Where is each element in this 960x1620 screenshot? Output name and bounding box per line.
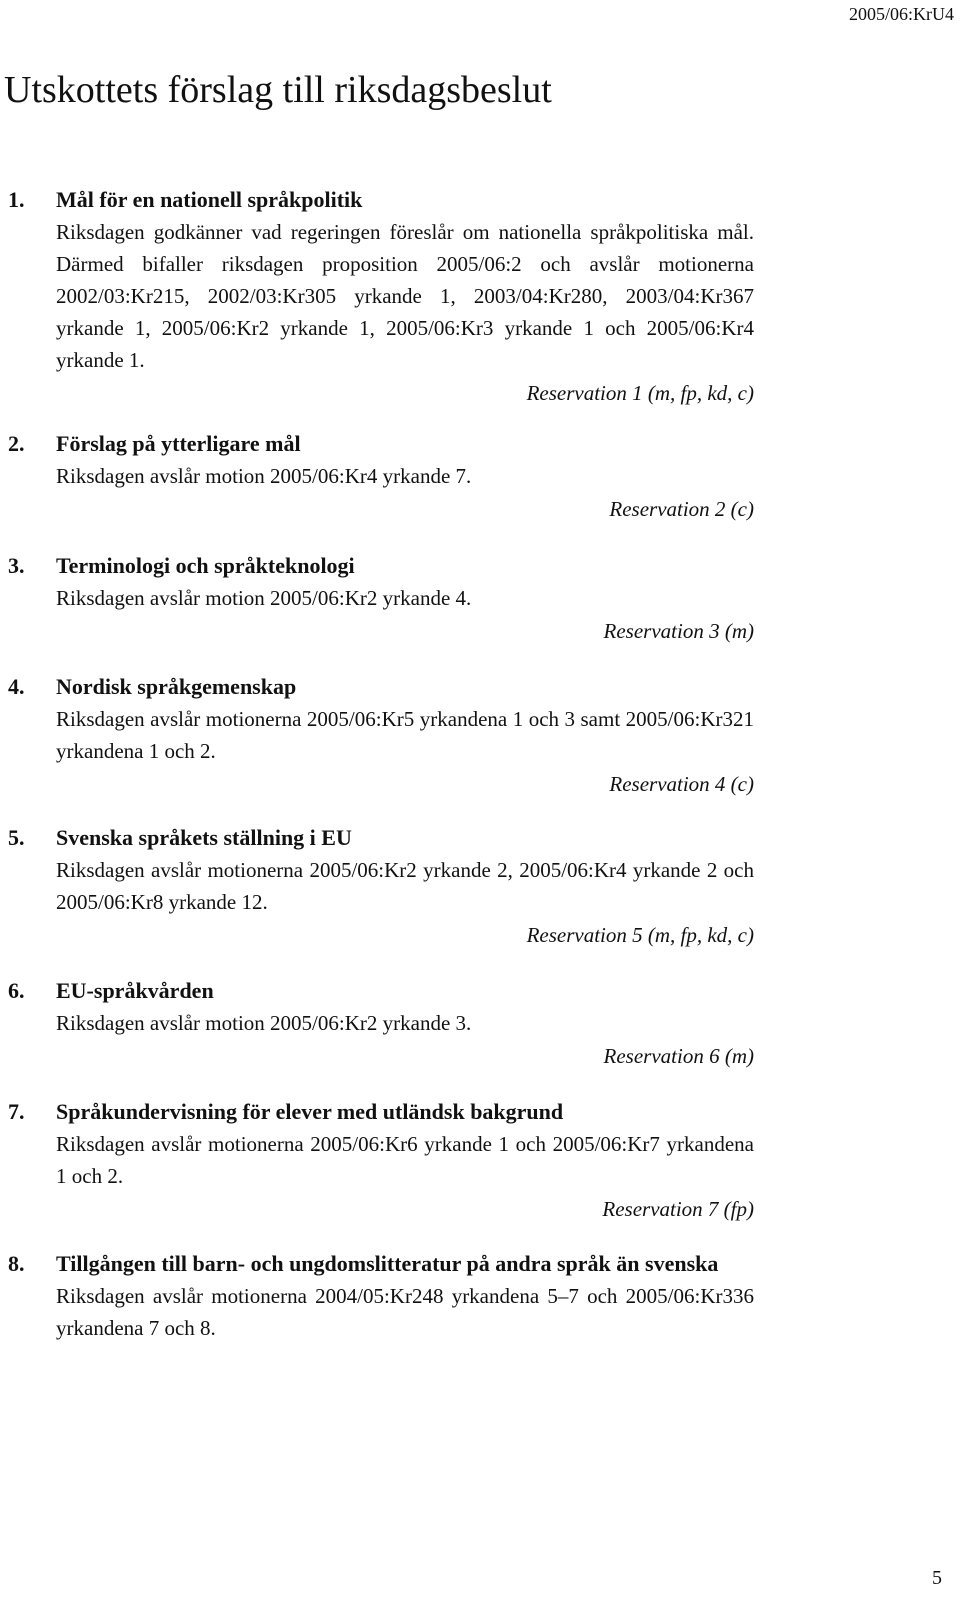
decision-item-2: [8, 428, 754, 525]
item-number: 6.: [8, 978, 25, 1003]
item-number: 3.: [8, 553, 25, 578]
item-body: Riksdagen avslår motion 2005/06:Kr2 yrkande 4.: [56, 586, 472, 610]
item-body: Riksdagen avslår motion 2005/06:Kr2 yrkande 3.: [56, 1011, 472, 1035]
decision-item-6: [8, 975, 754, 1072]
page-number: 5: [932, 1567, 942, 1589]
item-title: Nordisk språkgemenskap: [56, 674, 297, 699]
item-heading: [8, 1248, 754, 1280]
item-reservation: Reservation 2 (c): [609, 497, 754, 521]
item-title: Tillgången till barn- och ungdomslitteratur på andra språk än svenska: [56, 1251, 719, 1276]
decision-item-3: [8, 550, 754, 647]
item-heading: [8, 184, 754, 216]
item-body: Riksdagen avslår motionerna 2005/06:Kr6 yrkande 1 och 2005/06:Kr7 yrkandena 1 och 2.: [56, 1132, 754, 1188]
item-title: EU-språkvården: [56, 978, 214, 1003]
decision-item-1: [8, 184, 754, 409]
item-body: Riksdagen avslår motionerna 2005/06:Kr2 yrkande 2, 2005/06:Kr4 yrkande 2 och 2005/06:Kr8 yrkande 12.: [56, 858, 754, 914]
item-body: Riksdagen godkänner vad regeringen föreslår om nationella språkpolitiska mål. Därmed bifaller riksdagen proposition 2005/06:2 och avslår motionerna 2002/03:Kr215, 2002/03:Kr305 yrkande 1, 2003/04:Kr280, 2003/04:Kr367 yrkande 1, 2005/06:Kr2 yrkande 1, 2005/06:Kr3 yrkande 1 och 2005/06:Kr4 yrkande 1.: [56, 220, 754, 372]
item-reservation: Reservation 6 (m): [603, 1044, 754, 1068]
item-reservation: Reservation 7 (fp): [602, 1197, 754, 1221]
decision-item-4: [8, 671, 754, 800]
item-title: Svenska språkets ställning i EU: [56, 825, 352, 850]
document-id: 2005/06:KrU4: [849, 4, 954, 24]
item-heading: [8, 428, 754, 460]
item-reservation: Reservation 1 (m, fp, kd, c): [526, 381, 754, 405]
item-number: 5.: [8, 825, 25, 850]
item-body: Riksdagen avslår motionerna 2005/06:Kr5 yrkandena 1 och 3 samt 2005/06:Kr321 yrkandena 1 och 2.: [56, 707, 754, 763]
decision-item-8: [8, 1248, 754, 1344]
item-reservation: Reservation 4 (c): [609, 772, 754, 796]
item-body: Riksdagen avslår motionerna 2004/05:Kr248 yrkandena 5–7 och 2005/06:Kr336 yrkandena 7 och 8.: [56, 1284, 754, 1340]
page-title: Utskottets förslag till riksdagsbeslut: [4, 69, 552, 111]
item-heading: [8, 671, 754, 703]
item-number: 7.: [8, 1099, 25, 1124]
item-heading: [8, 822, 754, 854]
item-heading: [8, 975, 754, 1007]
item-heading: [8, 1096, 754, 1128]
item-title: Terminologi och språkteknologi: [56, 553, 355, 578]
item-title: Språkundervisning för elever med utländsk bakgrund: [56, 1099, 564, 1124]
item-number: 2.: [8, 431, 25, 456]
decision-item-7: [8, 1096, 754, 1225]
item-number: 1.: [8, 187, 25, 212]
item-title: Förslag på ytterligare mål: [56, 431, 301, 456]
item-heading: [8, 550, 754, 582]
decision-item-5: [8, 822, 754, 951]
item-title: Mål för en nationell språkpolitik: [56, 187, 363, 212]
item-number: 4.: [8, 674, 25, 699]
item-number: 8.: [8, 1251, 25, 1276]
item-reservation: Reservation 5 (m, fp, kd, c): [526, 923, 754, 947]
item-body: Riksdagen avslår motion 2005/06:Kr4 yrkande 7.: [56, 464, 472, 488]
item-reservation: Reservation 3 (m): [603, 619, 754, 643]
